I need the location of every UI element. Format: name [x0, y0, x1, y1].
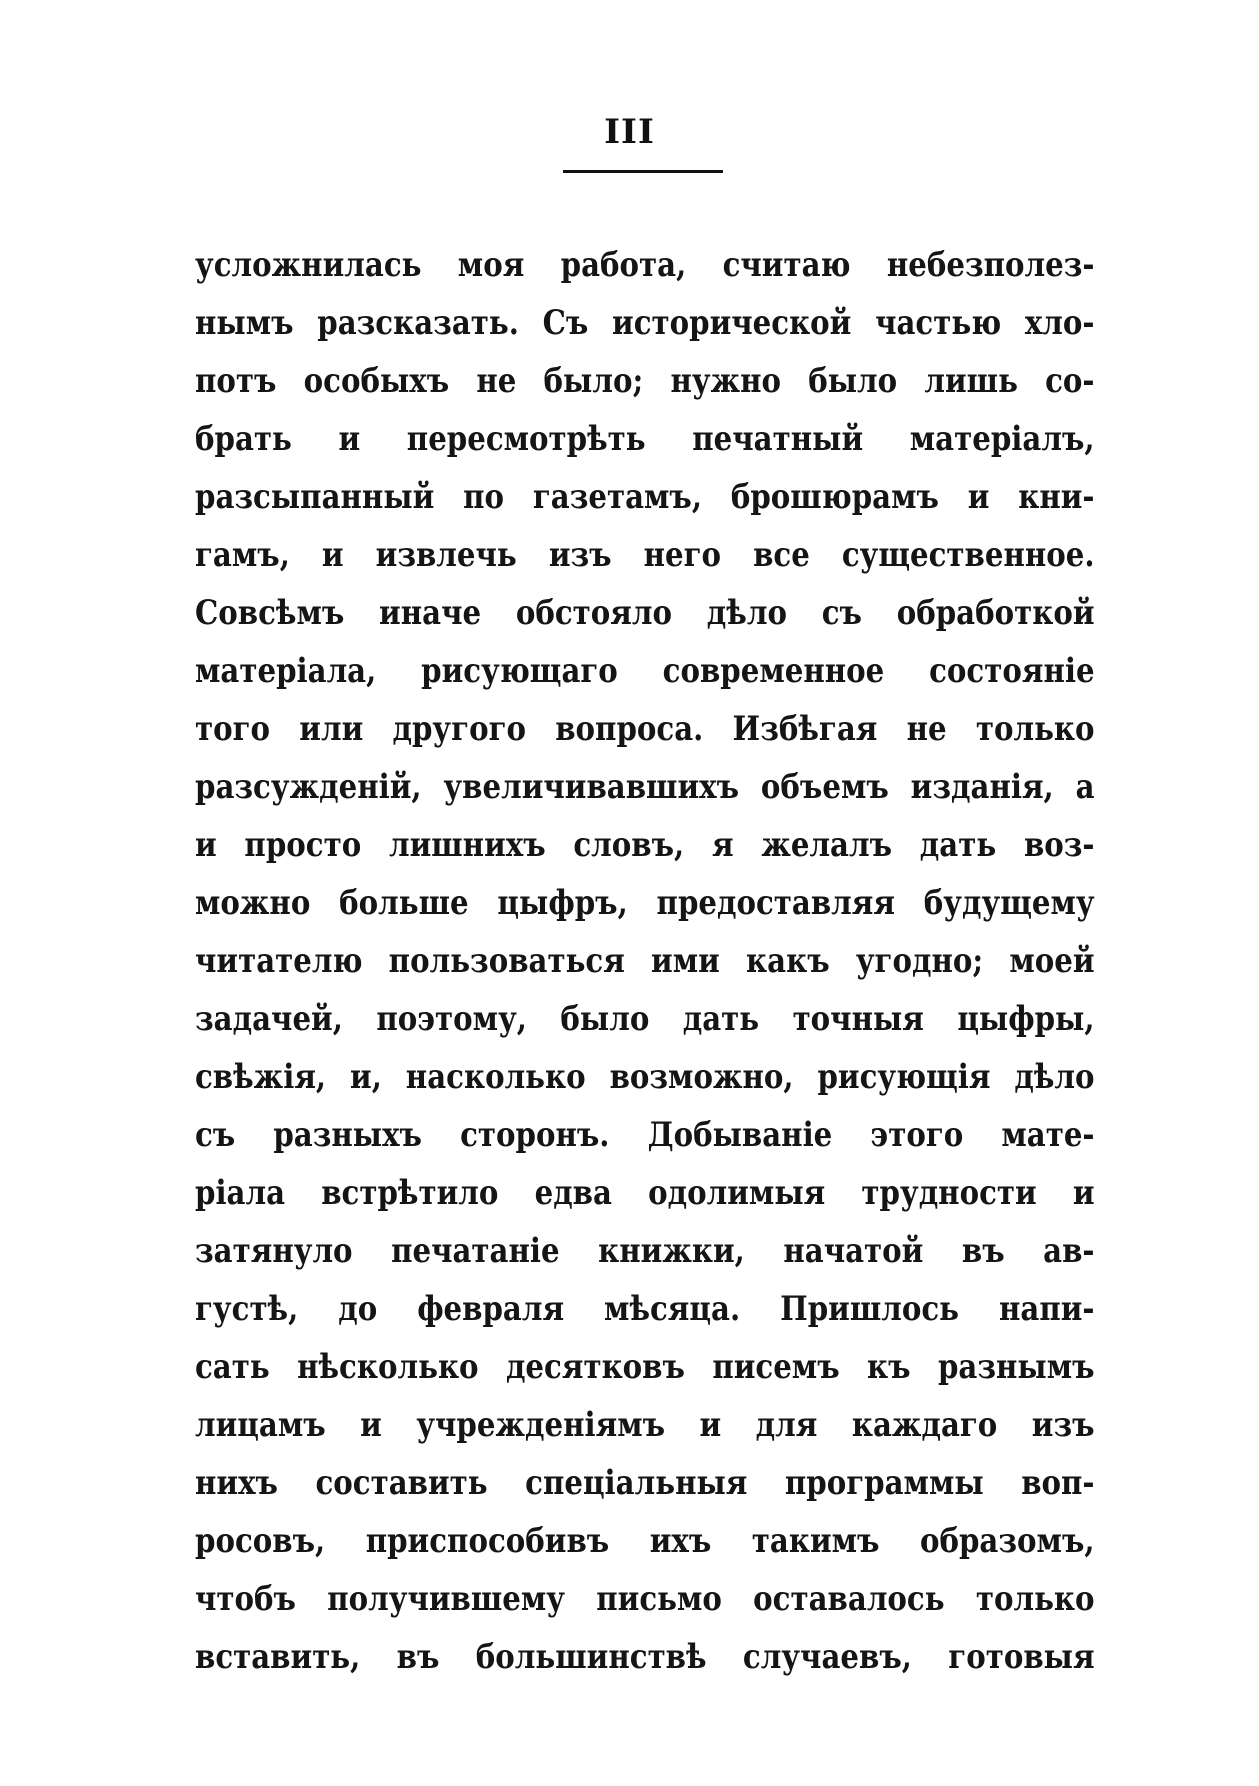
- text-line: разсужденій, увеличивавшихъ объемъ изданія, а: [195, 767, 1095, 807]
- text-line: и просто лишнихъ словъ, я желалъ дать воз-: [195, 825, 1095, 865]
- text-line: Совсѣмъ иначе обстояло дѣло съ обработкой: [195, 593, 1095, 633]
- text-line: усложнилась моя работа, считаю небезполез-: [195, 245, 1095, 285]
- text-line: читателю пользоваться ими какъ угодно; моей: [195, 941, 1095, 981]
- page-number: III: [604, 112, 655, 152]
- text-line: матеріала, рисующаго современное состояніе: [195, 651, 1095, 691]
- text-line: нихъ составить спеціальныя программы воп-: [195, 1463, 1095, 1503]
- text-line: густѣ, до февраля мѣсяца. Пришлось напи-: [195, 1289, 1095, 1329]
- text-line: разсыпанный по газетамъ, брошюрамъ и кни-: [195, 477, 1095, 517]
- text-line: чтобъ получившему письмо оставалось только: [195, 1579, 1095, 1619]
- text-line: можно больше цыфръ, предоставляя будущему: [195, 883, 1095, 923]
- text-line: вставить, въ большинствѣ случаевъ, готовыя: [195, 1637, 1095, 1677]
- text-line: съ разныхъ сторонъ. Добываніе этого мате-: [195, 1115, 1095, 1155]
- text-line: сать нѣсколько десятковъ писемъ къ разнымъ: [195, 1347, 1095, 1387]
- text-line: брать и пересмотрѣть печатный матеріалъ,: [195, 419, 1095, 459]
- text-line: того или другого вопроса. Избѣгая не только: [195, 709, 1095, 749]
- text-line: гамъ, и извлечь изъ него все существенное.: [195, 535, 1095, 575]
- text-line: нымъ разсказать. Съ исторической частью хло-: [195, 303, 1095, 343]
- text-line: ріала встрѣтило едва одолимыя трудности и: [195, 1173, 1095, 1213]
- header-rule: [563, 170, 723, 173]
- text-line: потъ особыхъ не было; нужно было лишь со-: [195, 361, 1095, 401]
- text-line: задачей, поэтому, было дать точныя цыфры,: [195, 999, 1095, 1039]
- text-line: росовъ, приспособивъ ихъ такимъ образомъ,: [195, 1521, 1095, 1561]
- text-line: лицамъ и учрежденіямъ и для каждаго изъ: [195, 1405, 1095, 1445]
- text-line: свѣжія, и, насколько возможно, рисующія дѣло: [195, 1057, 1095, 1097]
- body-text: [195, 236, 1095, 1686]
- text-line: затянуло печатаніе книжки, начатой въ ав-: [195, 1231, 1095, 1271]
